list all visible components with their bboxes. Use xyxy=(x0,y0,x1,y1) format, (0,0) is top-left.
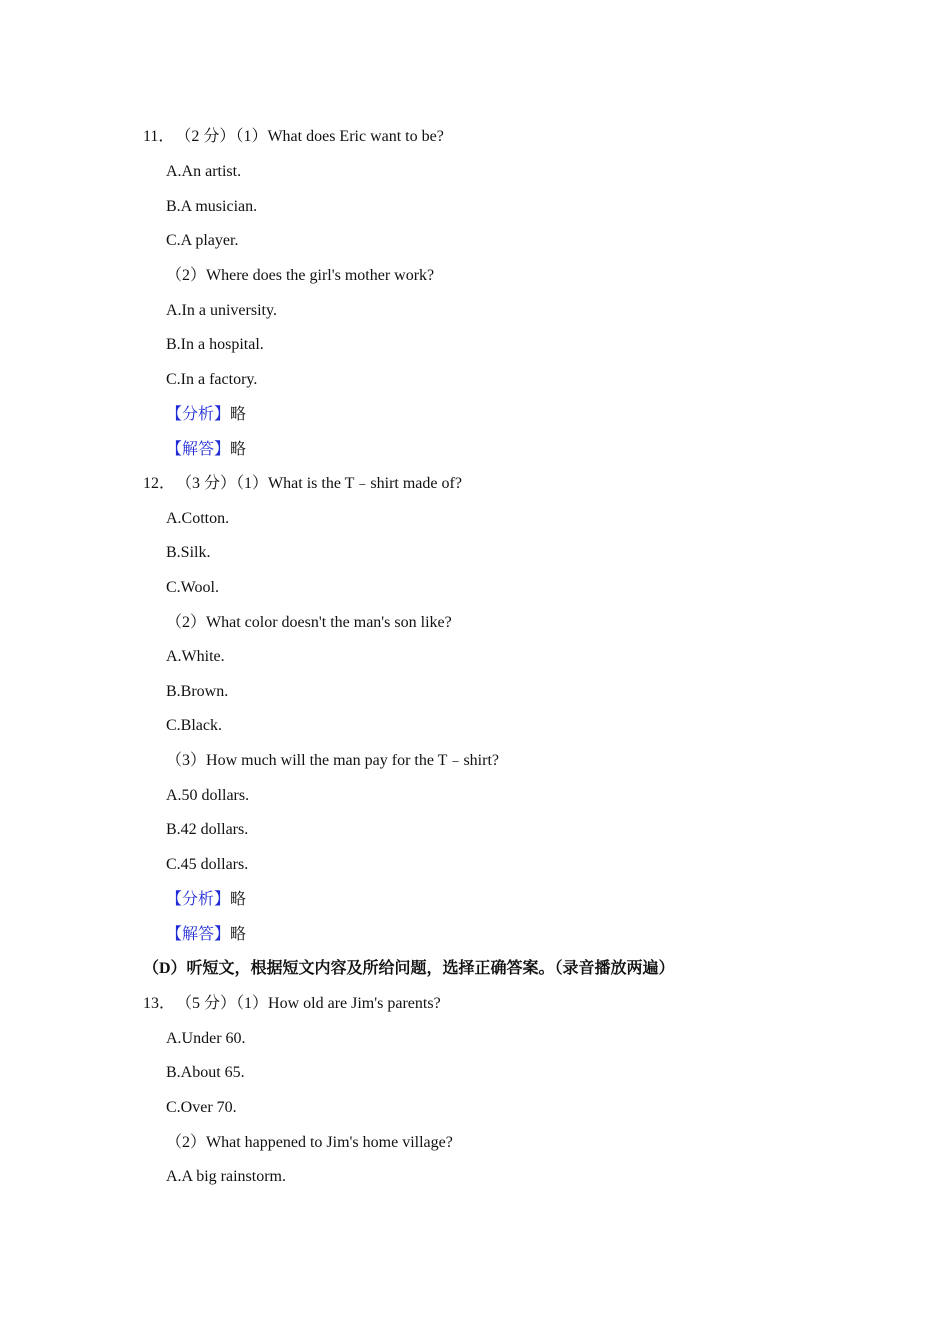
option: C.45 dollars. xyxy=(166,856,249,873)
option: C.In a factory. xyxy=(166,371,258,388)
sub-question-text: What is the T﹣shirt made of? xyxy=(268,475,462,492)
analysis-tag: 【分析】 xyxy=(166,891,231,908)
sub-question-text: What does Eric want to be? xyxy=(267,128,444,145)
question-number: 11． xyxy=(143,128,175,145)
sub-question-label: （2） xyxy=(166,614,207,631)
option: A.A big rainstorm. xyxy=(166,1168,286,1185)
section-d-heading: （D）听短文，根据短文内容及所给问题，选择正确答案。（录音播放两遍） xyxy=(143,960,675,977)
option: B.A musician. xyxy=(166,198,258,215)
sub-question xyxy=(166,751,499,771)
answer-tag: 【解答】 xyxy=(166,441,231,458)
option: A.In a university. xyxy=(166,302,277,319)
sub-question-label: （1） xyxy=(235,128,268,145)
question-score: （5 分） xyxy=(184,995,237,1012)
answer-tag: 【解答】 xyxy=(166,926,231,943)
analysis-line xyxy=(166,405,246,425)
analysis-tag: 【分析】 xyxy=(166,406,231,423)
answer-text: 略 xyxy=(230,926,247,943)
question-12-header xyxy=(143,474,462,494)
sub-question-text: What color doesn't the man's son like? xyxy=(206,614,452,631)
question-number: 12． xyxy=(143,475,176,492)
question-number: 13． xyxy=(143,995,176,1012)
sub-question-label: （2） xyxy=(166,1134,207,1151)
option: A.White. xyxy=(166,648,225,665)
sub-question-label: （1） xyxy=(236,475,269,492)
sub-question xyxy=(166,613,452,633)
option: C.A player. xyxy=(166,232,239,249)
sub-question-label: （2） xyxy=(166,267,207,284)
sub-question-text: How old are Jim's parents? xyxy=(268,995,441,1012)
option: B.In a hospital. xyxy=(166,336,264,353)
answer-text: 略 xyxy=(230,441,247,458)
sub-question-text: How much will the man pay for the T﹣shirt? xyxy=(206,752,499,769)
option: B.Brown. xyxy=(166,683,229,700)
question-13-header xyxy=(143,994,441,1014)
sub-question-text: What happened to Jim's home village? xyxy=(206,1134,453,1151)
question-11-header xyxy=(143,127,444,147)
option: B.Silk. xyxy=(166,544,211,561)
answer-line xyxy=(166,440,246,460)
option: A.50 dollars. xyxy=(166,787,250,804)
sub-question-label: （1） xyxy=(236,995,269,1012)
option: B.42 dollars. xyxy=(166,821,249,838)
analysis-text: 略 xyxy=(230,406,247,423)
sub-question xyxy=(166,266,434,286)
option: C.Wool. xyxy=(166,579,219,596)
sub-question-text: Where does the girl's mother work? xyxy=(206,267,435,284)
option: A.Under 60. xyxy=(166,1030,246,1047)
analysis-line xyxy=(166,890,246,910)
question-score: （2 分） xyxy=(183,128,236,145)
analysis-text: 略 xyxy=(230,891,247,908)
option: A.Cotton. xyxy=(166,510,230,527)
question-score: （3 分） xyxy=(184,475,237,492)
option: B.About 65. xyxy=(166,1064,245,1081)
option: C.Over 70. xyxy=(166,1099,237,1116)
sub-question-label: （3） xyxy=(166,752,207,769)
sub-question xyxy=(166,1133,453,1153)
answer-line xyxy=(166,925,246,945)
option: A.An artist. xyxy=(166,163,242,180)
option: C.Black. xyxy=(166,717,222,734)
